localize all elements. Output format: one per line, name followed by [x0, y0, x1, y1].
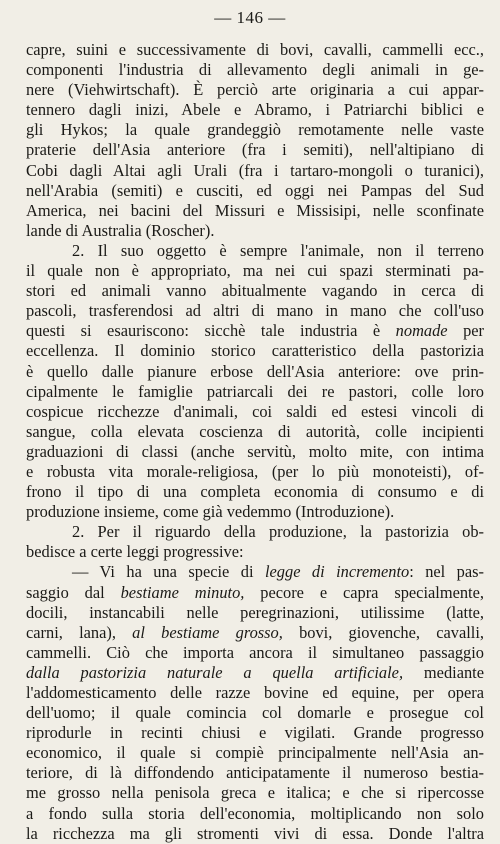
text-line: me grosso nella penisola greca e italica; e che si ripercosse [26, 783, 484, 803]
text-line: la ricchezza ma gli stromenti vivi di essa. Donde l'altra [26, 823, 484, 843]
text-line: e robusta vita morale-religiosa, (per lo più monoteisti), of- [26, 461, 484, 481]
text-line: nere (Viehwirtschaft). È perciò arte originaria a cui appar- [26, 80, 484, 100]
italic-text: legge di incremento [264, 562, 410, 582]
text-line [26, 321, 484, 341]
text-line: capre, suini e successivamente di bovi, cavalli, cammelli ecc., [26, 40, 484, 59]
text-line: graduazioni di classi (anche servitù, molto mite, con intima [26, 441, 484, 461]
text-line: il quale non è appropriato, ma nei cui spazi sterminati pa- [26, 261, 484, 281]
text-line: è quello dalle pianure erbose dell'Asia anteriore: ove prin- [26, 361, 484, 381]
text-line: nell'Arabia (semiti) e cusciti, ed oggi nei Pampas del Sud [26, 180, 484, 200]
text-line: pascoli, trasferendosi ad altri di mano in mano che coll'uso [26, 301, 484, 321]
text-line: praterie dell'Asia anteriore (fra i semiti), nell'altipiano di [26, 140, 484, 160]
text-line: dell'uomo; il quale comincia col domarle e prosegue col [26, 703, 484, 723]
italic-text: al bestiame grosso, [132, 622, 283, 642]
text-line: America, nei bacini del Missuri e Missisipi, nelle sconfinate [26, 200, 484, 220]
text-line: componenti l'industria di allevamento degli animali in ge- [26, 60, 484, 80]
text-line: l'addomesticamento delle razze bovine ed equine, per opera [26, 683, 484, 702]
text-line: bedisce a certe leggi progressive: [26, 542, 244, 562]
text-segment: saggio dal [26, 582, 121, 602]
italic-text: bestiame minuto, [120, 582, 245, 602]
text-line: riprodurle in recinti chiusi e vigilati. Grande progresso [26, 723, 484, 743]
text-line [26, 583, 484, 603]
text-line: Cobi dagli Altai agli Urali (fra i tartaro-mongoli o turanici), [26, 160, 484, 180]
text-line: teriore, di là diffondendo anticipatamente il numeroso bestia- [26, 763, 484, 783]
text-line: docili, instancabili nelle peregrinazioni, utilissime (latte, [26, 602, 484, 622]
text-line: cospicue ricchezze d'animali, coi saldi ed estesi vincoli di [26, 401, 484, 421]
text-line: 2. Per il riguardo della produzione, la pastorizia ob- [72, 522, 484, 542]
text-line: tennero dagli inizi, Abele e Abramo, i Patriarchi biblici e [26, 100, 484, 120]
italic-text: nomade [395, 321, 448, 341]
text-line: economico, il quale si compiè principalmente nell'Asia an- [26, 743, 484, 763]
text-line [26, 663, 484, 683]
text-line: lande di Australia (Roscher). [26, 220, 215, 240]
text-line: produzione insieme, come già vedemmo (Introduzione). [26, 502, 395, 522]
text-line: frono il tipo di una completa economia di consumo e di [26, 482, 484, 502]
text-line: cammelli. Ciò che importa ancora il simultaneo passaggio [26, 642, 484, 662]
text-segment: mediante [403, 662, 485, 682]
text-line: gli Hykos; la quale grandeggiò remotamente nelle vaste [26, 120, 484, 140]
text-segment: carni, lana), [26, 622, 133, 642]
text-segment: per [447, 321, 484, 341]
text-line: eccellenza. Il dominio storico caratteristico della pastorizia [26, 341, 484, 361]
text-segment: — Vi ha una specie di [72, 562, 265, 582]
text-segment: : nel pas- [409, 562, 484, 582]
text-line: a fondo sulla storia dell'economia, moltiplicando non solo [26, 803, 484, 823]
page-number: — 146 — [214, 8, 286, 27]
text-segment: pecore e capra specialmente, [244, 582, 484, 602]
italic-text: dalla pastorizia naturale a quella artificiale, [26, 662, 404, 682]
text-segment: bovi, giovenche, cavalli, [282, 622, 485, 642]
text-line: stori ed animali vanno abitualmente vagando in cerca di [26, 281, 484, 301]
body-text [26, 40, 484, 844]
text-line: 2. Il suo oggetto è sempre l'animale, non il terreno [72, 240, 484, 260]
text-line [26, 623, 484, 643]
text-line: cipalmente le famiglie patriarcali dei re pastori, colle loro [26, 381, 484, 401]
text-line [26, 562, 484, 582]
text-line: sangue, colla elevata coscienza di autorità, colle incipienti [26, 421, 484, 441]
text-segment: questi si esauriscono: sicchè tale industria è [26, 321, 396, 341]
